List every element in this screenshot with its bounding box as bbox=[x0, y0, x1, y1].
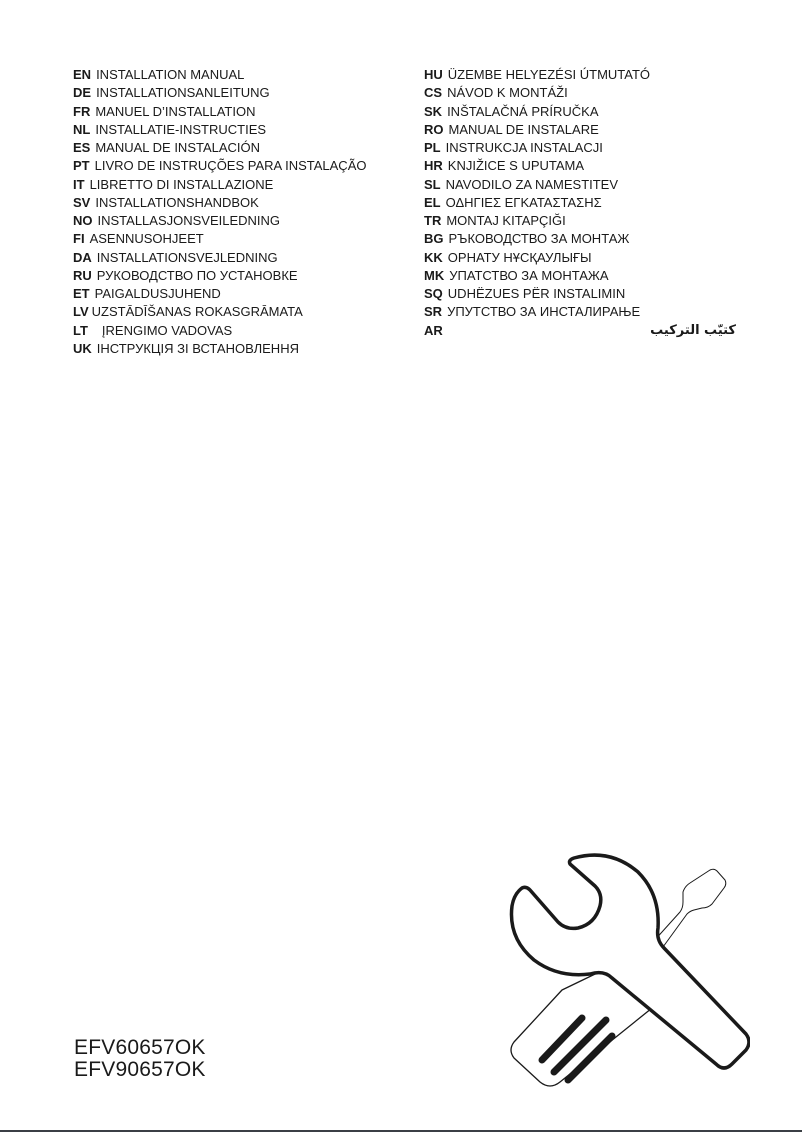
lang-row-hr bbox=[424, 157, 744, 175]
lang-label: UDHËZUES PËR INSTALIMIN bbox=[447, 286, 626, 301]
lang-row-kk bbox=[424, 249, 744, 267]
lang-label: ΟΔΗΓΙΕΣ ΕΓΚΑΤΑΣΤΑΣΗΣ bbox=[445, 194, 602, 210]
lang-code: BG bbox=[424, 231, 444, 247]
lang-row-bg bbox=[424, 230, 744, 248]
lang-code: EN bbox=[73, 67, 92, 82]
lang-code: NO bbox=[73, 213, 93, 228]
lang-code: LT bbox=[73, 322, 88, 338]
lang-code: PT bbox=[73, 158, 90, 174]
lang-code: RU bbox=[73, 267, 92, 283]
lang-label: УПАТСТВО ЗА МОНТАЖА bbox=[449, 267, 609, 283]
lang-row-tr bbox=[424, 212, 744, 230]
lang-row-mk bbox=[424, 267, 744, 285]
lang-code: DA bbox=[73, 249, 92, 265]
lang-row-sr bbox=[424, 303, 744, 321]
lang-label: INŠTALAČNÁ PRÍRUČKA bbox=[447, 103, 599, 119]
lang-code: MK bbox=[424, 267, 445, 283]
lang-code: IT bbox=[73, 176, 85, 192]
lang-row-sq bbox=[424, 285, 744, 303]
lang-row-sl bbox=[424, 176, 744, 194]
lang-code: PL bbox=[424, 140, 441, 155]
model-numbers bbox=[74, 1037, 206, 1081]
lang-label: INSTALLATIONSVEJLEDNING bbox=[96, 249, 278, 265]
lang-row-pl bbox=[424, 139, 744, 157]
lang-code: SK bbox=[424, 103, 443, 119]
wrench-and-screwdriver-icon bbox=[500, 850, 750, 1100]
lang-row-ru bbox=[73, 267, 366, 285]
lang-row-sk bbox=[424, 103, 744, 121]
lang-code: SR bbox=[424, 304, 443, 320]
lang-label: ĮRENGIMO VADOVAS bbox=[101, 322, 233, 338]
lang-label: INSTALLATIE-INSTRUCTIES bbox=[95, 121, 267, 137]
lang-code: LV bbox=[73, 304, 89, 320]
lang-label: MANUEL D’INSTALLATION bbox=[95, 103, 256, 119]
lang-label: MONTAJ KITAPÇIĞI bbox=[446, 213, 566, 228]
lang-label: РЪКОВОДСТВО ЗА МОНТАЖ bbox=[448, 231, 630, 247]
lang-label: ÜZEMBE HELYEZÉSI ÚTMUTATÓ bbox=[447, 67, 651, 82]
lang-row-nl bbox=[73, 121, 366, 139]
model-number: EFV60657OK bbox=[74, 1036, 206, 1059]
lang-label: NAVODILO ZA NAMESTITEV bbox=[445, 176, 619, 192]
lang-code: FI bbox=[73, 231, 85, 247]
lang-row-lv bbox=[73, 303, 366, 321]
lang-code: AR bbox=[424, 322, 443, 338]
lang-row-ar bbox=[424, 322, 744, 340]
lang-label: كتيّب التركيب bbox=[650, 322, 736, 338]
lang-row-no bbox=[73, 212, 366, 230]
lang-row-cs bbox=[424, 84, 744, 102]
lang-label: ASENNUSOHJEET bbox=[89, 231, 204, 247]
lang-code: KK bbox=[424, 249, 443, 265]
lang-row-hu bbox=[424, 66, 744, 84]
lang-label: INSTALLATIONSANLEITUNG bbox=[96, 85, 270, 101]
bottom-rule bbox=[0, 1130, 802, 1132]
language-list-left bbox=[73, 66, 366, 358]
lang-row-sv bbox=[73, 194, 366, 212]
lang-code: ET bbox=[73, 286, 90, 301]
lang-code: HR bbox=[424, 158, 443, 174]
lang-code: ES bbox=[73, 140, 91, 155]
lang-row-es bbox=[73, 139, 366, 157]
lang-label: KNJIŽICE S UPUTAMA bbox=[447, 158, 585, 174]
lang-row-lt bbox=[73, 322, 366, 340]
lang-code: TR bbox=[424, 213, 442, 228]
lang-label: LIVRO DE INSTRUÇÕES PARA INSTALAÇÃO bbox=[94, 158, 367, 174]
lang-row-it bbox=[73, 176, 366, 194]
lang-row-uk bbox=[73, 340, 366, 358]
lang-code: RO bbox=[424, 121, 444, 137]
lang-row-da bbox=[73, 249, 366, 267]
lang-code: CS bbox=[424, 85, 443, 101]
lang-label: РУКОВОДСТВО ПО УСТАНОВКЕ bbox=[96, 267, 298, 283]
lang-code: SV bbox=[73, 194, 91, 210]
lang-row-en bbox=[73, 66, 366, 84]
lang-row-fi bbox=[73, 230, 366, 248]
lang-row-ro bbox=[424, 121, 744, 139]
lang-code: HU bbox=[424, 67, 443, 82]
lang-code: UK bbox=[73, 340, 92, 356]
lang-code: EL bbox=[424, 194, 441, 210]
lang-label: INSTALLATIONSHANDBOK bbox=[95, 194, 259, 210]
lang-row-et bbox=[73, 285, 366, 303]
lang-label: NÁVOD K MONTÁŽI bbox=[447, 85, 568, 101]
lang-label: UZSTĀDĪŠANAS ROKASGRĀMATA bbox=[91, 304, 303, 320]
lang-code: DE bbox=[73, 85, 92, 101]
lang-label: MANUAL DE INSTALACIÓN bbox=[95, 140, 261, 155]
lang-label: УПУТСТВО ЗА ИНСТАЛИРАЊЕ bbox=[447, 304, 641, 320]
lang-row-el bbox=[424, 194, 744, 212]
language-list-right bbox=[424, 66, 744, 340]
lang-label: INSTALLATION MANUAL bbox=[96, 67, 245, 82]
lang-label: INSTRUKCJA INSTALACJI bbox=[445, 140, 603, 155]
lang-row-de bbox=[73, 84, 366, 102]
lang-label: ОРНАТУ НҰСҚАУЛЫҒЫ bbox=[447, 249, 592, 265]
lang-code: SQ bbox=[424, 286, 443, 301]
lang-label: ІНСТРУКЦІЯ ЗІ ВСТАНОВЛЕННЯ bbox=[96, 340, 299, 356]
model-number: EFV90657OK bbox=[74, 1058, 206, 1081]
lang-label: MANUAL DE INSTALARE bbox=[448, 121, 599, 137]
lang-label: INSTALLASJONSVEILEDNING bbox=[97, 213, 281, 228]
lang-code: FR bbox=[73, 103, 91, 119]
lang-row-fr bbox=[73, 103, 366, 121]
lang-code: NL bbox=[73, 121, 91, 137]
lang-label: LIBRETTO DI INSTALLAZIONE bbox=[89, 176, 274, 192]
lang-label: PAIGALDUSJUHEND bbox=[94, 286, 221, 301]
lang-code: SL bbox=[424, 176, 441, 192]
lang-row-pt bbox=[73, 157, 366, 175]
